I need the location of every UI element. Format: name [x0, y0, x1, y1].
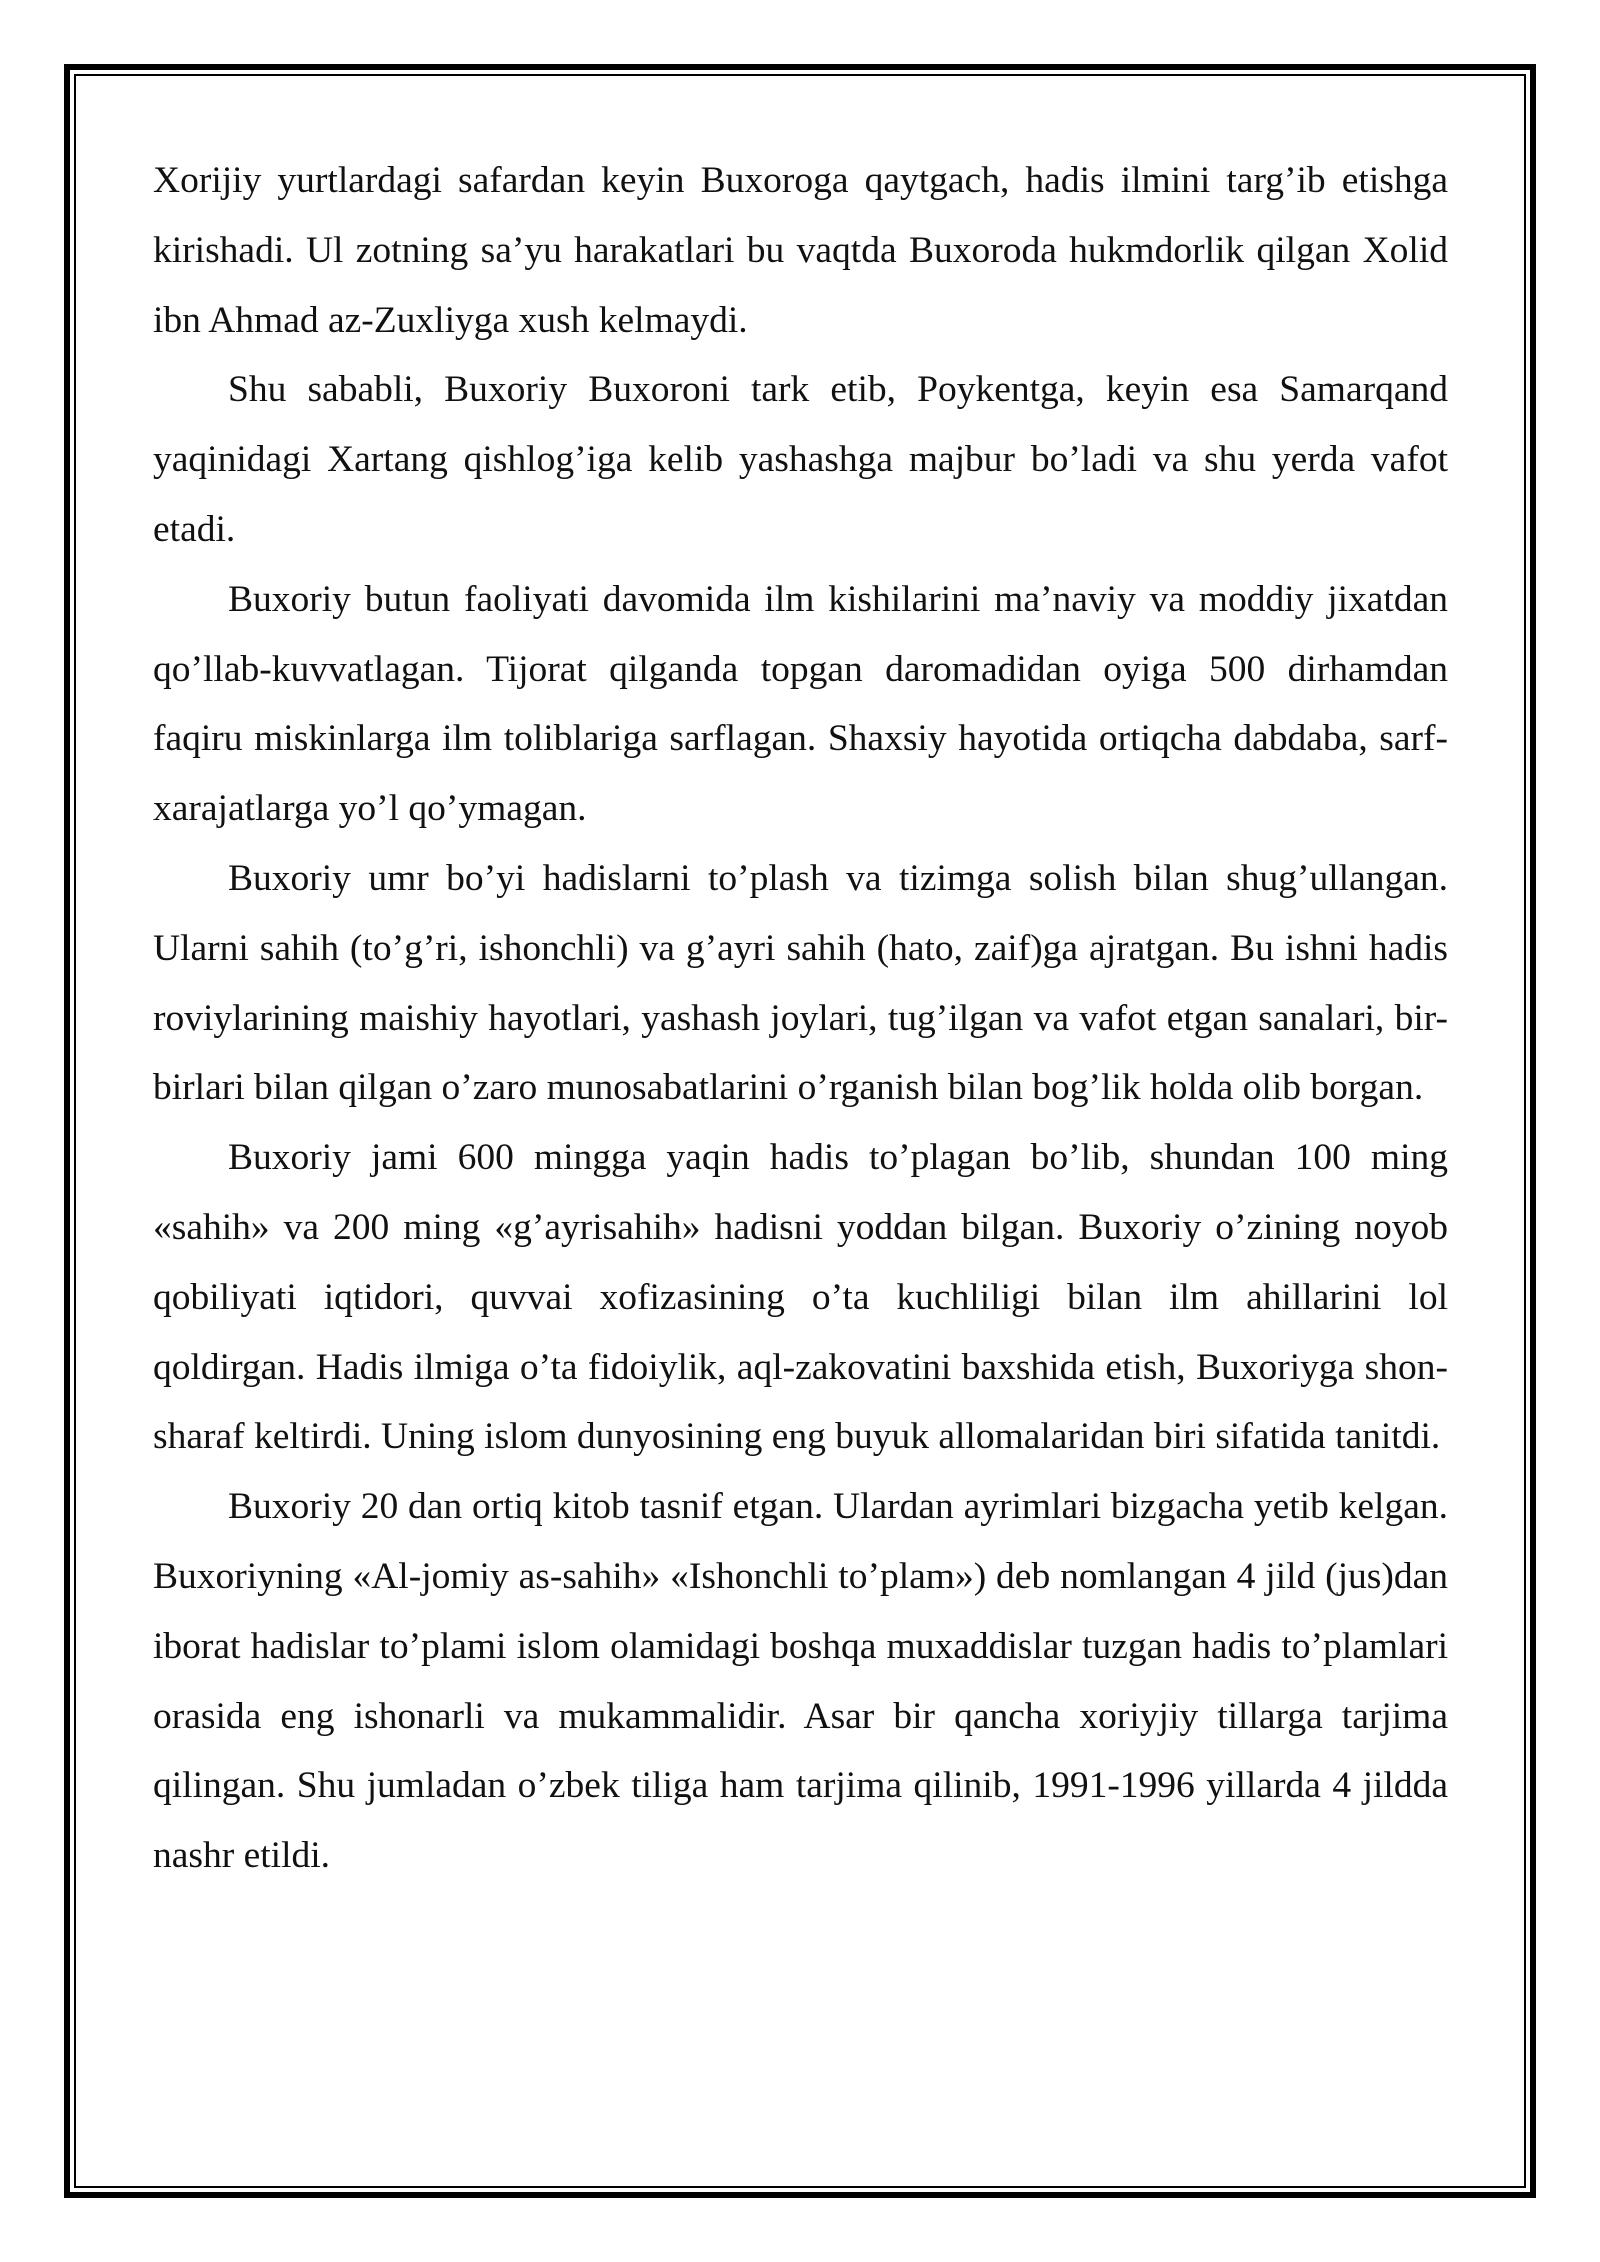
paragraph-6: Buxoriy 20 dan ortiq kitob tasnif etgan. Ulardan ayrimlari bizgacha yetib kelgan. Buxoriyning «Al-jomiy as-sahih» «Ishonchli to’plam») deb nomlangan 4 jild (jus)dan iborat hadislar to’plami islom olamidagi boshqa muxaddislar tuzgan hadis to’plamlari orasida eng ishonarli va mukammalidir. Asar bir qancha xoriyjiy tillarga tarjima qilingan. Shu jumladan o’zbek tiliga ham tarjima qilinib, 1991-1996 yillarda 4 jildda nashr etildi.: [153, 1486, 1448, 1877]
paragraph-4: Buxoriy umr bo’yi hadislarni to’plash va tizimga solish bilan shug’ullangan. Ularni sahih (to’g’ri, ishonchli) va g’ayri sahih (hato, zaif)ga ajratgan. Bu ishni hadis roviylarining maishiy hayotlari, yashash joylari, tug’ilgan va vafot etgan sanalari, bir-birlari bilan qilgan o’zaro munosabatlarini o’rganish bilan bog’lik holda olib borgan.: [153, 857, 1448, 1109]
paragraph-5: Buxoriy jami 600 mingga yaqin hadis to’plagan bo’lib, shundan 100 ming «sahih» va 200 ming «g’ayrisahih» hadisni yoddan bilgan. Buxoriy o’zining noyob qobiliyati iqtidori, quvvai xofizasining o’ta kuchliligi bilan ilm ahillarini lol qoldirgan. Hadis ilmiga o’ta fidoiylik, aql-zakovatini baxshida etish, Buxoriyga shon-sharaf keltirdi. Uning islom dunyosining eng buyuk allomalaridan biri sifatida tanitdi.: [153, 1137, 1448, 1458]
document-body: [153, 146, 1448, 1891]
paragraph-1: Xorijiy yurtlardagi safardan keyin Buxoroga qaytgach, hadis ilmini targ’ib etishga kirishadi. Ul zotning sa’yu harakatlari bu vaqtda Buxoroda hukmdorlik qilgan Xolid ibn Ahmad az-Zuxliyga xush kelmaydi.: [153, 160, 1448, 341]
paragraph-2: Shu sababli, Buxoriy Buxoroni tark etib, Poykentga, keyin esa Samarqand yaqinidagi Xartang qishlog’iga kelib yashashga majbur bo’ladi va shu yerda vafot etadi.: [153, 369, 1448, 550]
paragraph-3: Buxoriy butun faoliyati davomida ilm kishilarini ma’naviy va moddiy jixatdan qo’llab-kuvvatlagan. Tijorat qilganda topgan daromadidan oyiga 500 dirhamdan faqiru miskinlarga ilm toliblariga sarflagan. Shaxsiy hayotida ortiqcha dabdaba, sarf-xarajatlarga yo’l qo’ymagan.: [153, 578, 1448, 830]
